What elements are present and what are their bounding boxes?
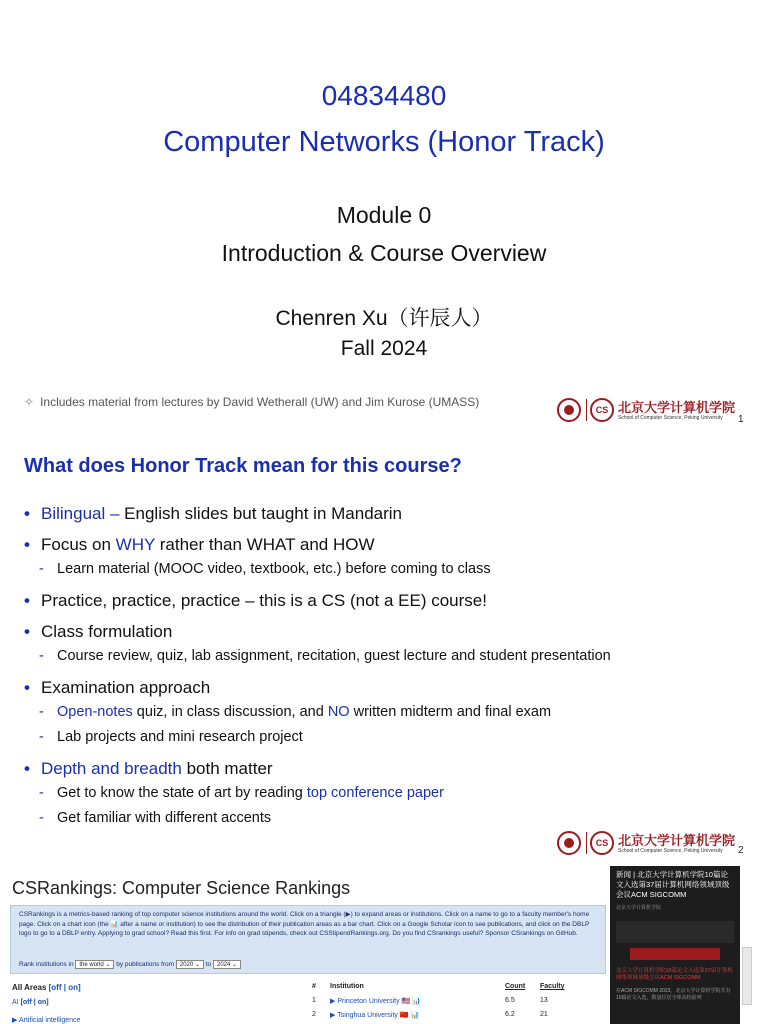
term-label: Fall 2024 [340, 337, 428, 360]
page-number: 2 [738, 845, 744, 856]
footnote-text: Includes material from lectures by David Wetherall (UW) and Jim Kurose (UMASS) [40, 395, 480, 409]
sub-bullet-open-notes: - Open-notes quiz, in class discussion, and NO written midterm and final exam [24, 700, 754, 725]
col-count[interactable]: Count [505, 983, 526, 990]
logo-divider [586, 399, 587, 421]
csrankings-title: CSRankings: Computer Science Rankings [12, 878, 351, 898]
institution-link[interactable]: ▶ Tsinghua University 🇨🇳 📊 [330, 1012, 420, 1019]
pku-logo [557, 829, 736, 859]
pku-logo [557, 396, 736, 426]
bullet-class-formulation: • Class formulation [24, 619, 754, 644]
logo-divider [586, 832, 587, 854]
school-name-cn: 北京大学计算机学院 [618, 400, 736, 415]
rankings-table [312, 983, 565, 1024]
pku-seal-icon [557, 398, 581, 422]
col-rank: # [312, 983, 316, 990]
school-name-en: School of Computer Science, Peking University [618, 848, 723, 854]
bullet-depth-breadth: • Depth and breadth both matter [24, 756, 754, 781]
sub-bullet-course-review: - Course review, quiz, lab assignment, recitation, guest lecture and student presentation [24, 644, 754, 669]
table-row: 2 ▶ Tsinghua University 🇨🇳 📊 6.2 21 [312, 1011, 548, 1019]
news-body: 在ACM SIGCOMM 2023，北京大学计算机学院共有10篇论文入选，数量位居全球高校前列 [616, 988, 731, 1001]
bullet-bilingual: • Bilingual – English slides but taught in Mandarin [24, 501, 754, 526]
sub-bullet-state-of-art: - Get to know the state of art by reading top conference paper [24, 781, 754, 806]
slide-title: What does Honor Track mean for this course? [24, 455, 462, 477]
csrankings-intro-text: CSRankings is a metrics-based ranking of top computer science institutions around the world. Click on a triangle (▶) to expand areas or institutions. Click on a name to go to a faculty member's home page. Click on a chart icon (the 📊 after a name or institution) to see the distribution of their publication areas as a bar chart. Click on a Google Scholar icon to see publications, and click on the DBLP logo to go to a DBLP entry. Applying to grad school? Read this first. For info on grad stipends, check out CSStipendRankings.org. Do you find CSrankings useful? Sponsor CSrankings on GitHub. [19, 911, 590, 937]
school-name-cn: 北京大学计算机学院 [618, 833, 736, 848]
table-header-row [312, 983, 565, 997]
all-areas-header: All Areas [off | on] [12, 983, 81, 992]
col-institution: Institution [330, 983, 364, 990]
slide-1 [0, 0, 768, 430]
csrankings-intro-box [10, 905, 606, 974]
news-panel [610, 866, 740, 1024]
news-quote-block [616, 921, 734, 943]
ai-area-toggle[interactable]: [off | on] [20, 999, 49, 1006]
sub-bullet-lab-projects: - Lab projects and mini research project [24, 725, 754, 750]
diamond-bullet-icon: ✧ [24, 395, 35, 409]
ai-area-header: AI [off | on] [12, 999, 49, 1006]
year-from-select[interactable]: 2020 ⌄ [176, 960, 204, 969]
region-select[interactable]: the world ⌄ [75, 960, 114, 969]
footnote [24, 395, 479, 409]
sub-bullet-learn-material: - Learn material (MOOC video, textbook, etc.) before coming to class [24, 557, 754, 582]
sub-bullet-accents: - Get familiar with different accents [24, 806, 754, 831]
news-banner [630, 948, 720, 960]
news-headline-red: 北京大学计算机学院10篇论文入选第37届计算机网络领域顶级会议ACM SIGCOMM [616, 968, 733, 981]
pku-seal-icon [557, 831, 581, 855]
bullet-examination: • Examination approach [24, 675, 754, 700]
year-to-select[interactable]: 2024 ⌄ [213, 960, 241, 969]
news-scrollbar[interactable] [742, 947, 752, 1005]
bullet-practice: • Practice, practice, practice – this is a CS (not a EE) course! [24, 588, 754, 613]
bullet-list [24, 495, 754, 831]
news-title: 新闻 | 北京大学计算机学院10篇论文入选第37届计算机网络领域顶级会议ACM SIGCOMM [616, 870, 730, 899]
course-title: Computer Networks (Honor Track) [163, 126, 605, 158]
module-subtitle: Introduction & Course Overview [221, 240, 547, 266]
bullet-focus: • Focus on WHY rather than WHAT and HOW [24, 532, 754, 557]
school-name-en: School of Computer Science, Peking University [618, 415, 723, 421]
slide-3 [0, 861, 768, 1024]
module-label: Module 0 [336, 202, 432, 228]
rank-controls: Rank institutions in the world ⌄ by publications from 2020 ⌄ to 2024 ⌄ [19, 960, 241, 969]
table-row: 1 ▶ Princeton University 🇺🇸 📊 6.5 13 [312, 997, 548, 1005]
course-code: 04834480 [321, 80, 447, 111]
author-name: Chenren Xu（许辰人） [275, 307, 493, 330]
slide-2 [0, 433, 768, 858]
all-areas-toggle[interactable]: [off | on] [48, 983, 81, 992]
institution-link[interactable]: ▶ Princeton University 🇺🇸 📊 [330, 998, 421, 1005]
cs-school-icon: CS [590, 398, 614, 422]
cs-school-icon: CS [590, 831, 614, 855]
news-meta: 北京大学计算机学院 [616, 905, 662, 911]
page-number: 1 [738, 414, 744, 425]
area-item-ai[interactable]: ▶ Artificial intelligence [12, 1017, 81, 1024]
col-faculty[interactable]: Faculty [540, 983, 565, 990]
